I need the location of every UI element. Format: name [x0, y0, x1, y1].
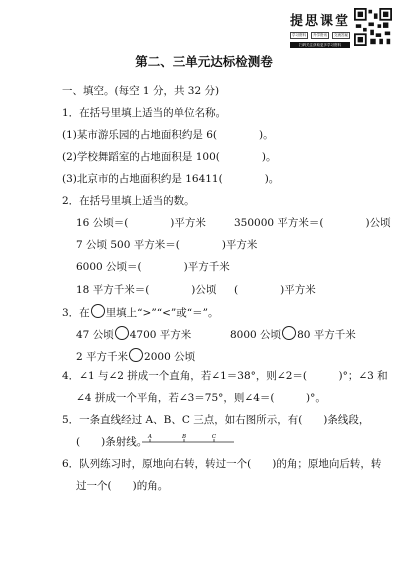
question-3-item-3	[76, 348, 195, 364]
qr-code-icon	[354, 8, 392, 46]
question-3-stem-post: 里填上“>”“<”或“＝”。	[105, 307, 219, 319]
question-3-stem	[62, 304, 219, 320]
point-label: B	[181, 434, 187, 440]
compare-left: 47 公顷	[76, 329, 114, 341]
brand-logo	[290, 10, 350, 48]
compare-right: 4700 平方米	[129, 329, 192, 341]
question-2-item-6: ( )平方米	[234, 284, 316, 296]
page-title: 第二、三单元达标检测卷	[135, 54, 273, 69]
brand-bar: 扫码关注获取更多学习资料	[290, 42, 350, 48]
point-label: C	[211, 434, 217, 440]
question-6-line-1: 6．队列练习时，原地向右转，转过一个( )的角；原地向后转，转	[62, 458, 382, 470]
question-3-item-2	[230, 326, 356, 342]
compare-left: 2 平方千米	[76, 351, 129, 363]
question-2-item-4: 6000 公顷＝( )平方千米	[76, 261, 230, 273]
question-2-item-5: 18 平方千米＝( )公顷	[76, 284, 217, 296]
circle-blank-icon	[115, 326, 129, 340]
question-5-line-1: 5．一条直线经过 A、B、C 三点，如右图所示，有( )条线段，	[62, 414, 370, 426]
line-diagram	[142, 433, 234, 445]
question-1-part-1: (1)某市游乐园的占地面积约是 6( )。	[62, 129, 274, 141]
question-2-item-2: 350000 平方米＝( )公顷	[234, 217, 391, 229]
question-1-part-2: (2)学校舞蹈室的占地面积是 100( )。	[62, 151, 277, 163]
question-1-stem: 1．在括号里填上适当的单位名称。	[62, 107, 227, 119]
question-2-item-3: 7 公顷 500 平方米＝( )平方米	[76, 239, 258, 251]
question-3-item-1	[76, 326, 191, 342]
section-heading: 一、填空。(每空 1 分，共 32 分)	[62, 85, 220, 97]
brand-name: 提思课堂	[290, 14, 351, 29]
compare-right: 80 平方千米	[297, 329, 356, 341]
brand-tags	[290, 32, 350, 39]
circle-blank-icon	[91, 304, 105, 318]
brand-tag: 学习资料	[292, 33, 306, 37]
question-1-part-3: (3)北京市的占地面积约是 16411( )。	[62, 173, 280, 185]
question-4-line-1: 4．∠1 与∠2 拼成一个直角，若∠1＝38°，则∠2＝( )°；∠3 和	[62, 370, 388, 382]
point-label: A	[148, 434, 152, 440]
question-3-stem-pre: 3．在	[62, 307, 90, 319]
brand-tag: 交流答疑	[334, 33, 348, 37]
brand-tag: 升学资讯	[313, 33, 327, 37]
compare-left: 8000 公顷	[230, 329, 282, 341]
circle-blank-icon	[282, 326, 296, 340]
question-2-stem: 2．在括号里填上适当的数。	[62, 195, 195, 207]
question-4-line-2: ∠4 拼成一个平角，若∠3＝75°，则∠4＝( )°。	[76, 392, 326, 404]
question-2-item-1: 16 公顷＝( )平方米	[76, 217, 206, 229]
question-6-line-2: 过一个( )的角。	[76, 480, 169, 492]
circle-blank-icon	[129, 348, 143, 362]
compare-right: 2000 公顷	[144, 351, 196, 363]
question-5-line-2: ( )条射线。	[76, 436, 148, 448]
